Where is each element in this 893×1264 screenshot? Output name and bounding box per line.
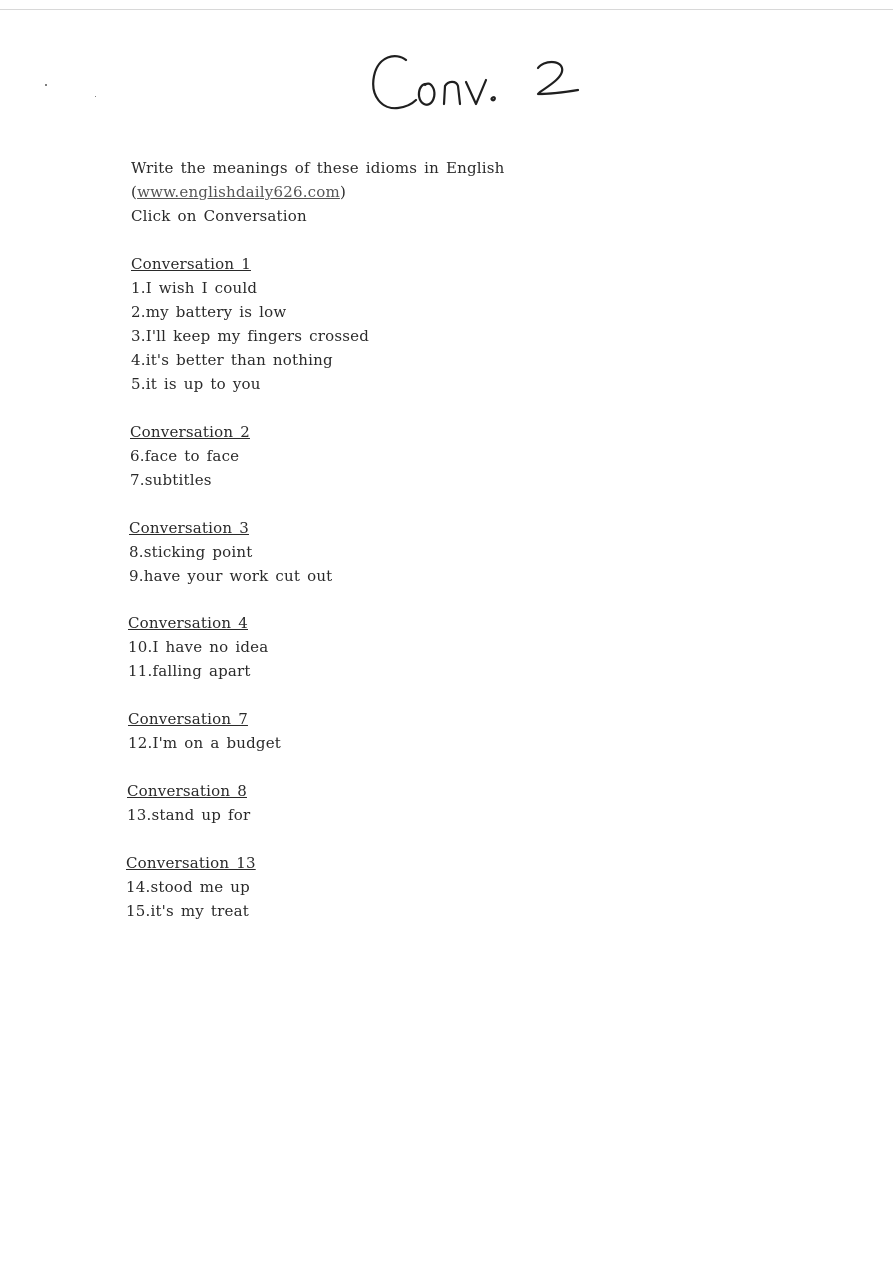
section-heading: Conversation 13 xyxy=(126,854,256,872)
idiom-item: 15.it's my treat xyxy=(126,902,249,920)
idiom-item: 1.I wish I could xyxy=(131,279,258,297)
conversation-section xyxy=(127,779,250,827)
section-heading: Conversation 8 xyxy=(127,782,247,800)
link-open-paren: ( xyxy=(131,183,138,201)
website-link[interactable]: www.englishdaily626.com xyxy=(137,183,340,201)
idiom-item: 7.subtitles xyxy=(130,471,212,489)
section-heading: Conversation 1 xyxy=(131,255,251,273)
instruction-line: Click on Conversation xyxy=(131,207,307,225)
scan-edge-line xyxy=(0,9,893,10)
instruction-line: Write the meanings of these idioms in English xyxy=(131,159,505,177)
idiom-item: 2.my battery is low xyxy=(131,303,287,321)
conversation-section xyxy=(128,611,268,683)
scan-speck xyxy=(95,96,96,97)
idiom-item: 8.sticking point xyxy=(129,543,253,561)
conversation-section xyxy=(130,420,250,492)
idiom-item: 6.face to face xyxy=(130,447,240,465)
idiom-item: 14.stood me up xyxy=(126,878,250,896)
idiom-item: 5.it is up to you xyxy=(131,375,261,393)
section-heading: Conversation 4 xyxy=(128,614,248,632)
idiom-item: 13.stand up for xyxy=(127,806,251,824)
instruction-link-line xyxy=(131,180,505,204)
handwritten-title xyxy=(368,48,588,118)
idiom-item: 4.it's better than nothing xyxy=(131,351,333,369)
idiom-item: 12.I'm on a budget xyxy=(128,734,282,752)
section-heading: Conversation 2 xyxy=(130,423,250,441)
section-heading: Conversation 3 xyxy=(129,519,249,537)
conversation-section xyxy=(131,252,369,396)
conversation-section xyxy=(129,516,332,588)
link-close-paren: ) xyxy=(339,183,346,201)
instructions-block xyxy=(131,156,505,228)
idiom-item: 9.have your work cut out xyxy=(129,567,333,585)
conversation-section xyxy=(126,851,256,923)
idiom-item: 3.I'll keep my fingers crossed xyxy=(131,327,370,345)
scan-speck xyxy=(45,84,47,86)
section-heading: Conversation 7 xyxy=(128,710,248,728)
conversation-section xyxy=(128,707,281,755)
idiom-item: 10.I have no idea xyxy=(128,638,269,656)
idiom-item: 11.falling apart xyxy=(128,662,251,680)
